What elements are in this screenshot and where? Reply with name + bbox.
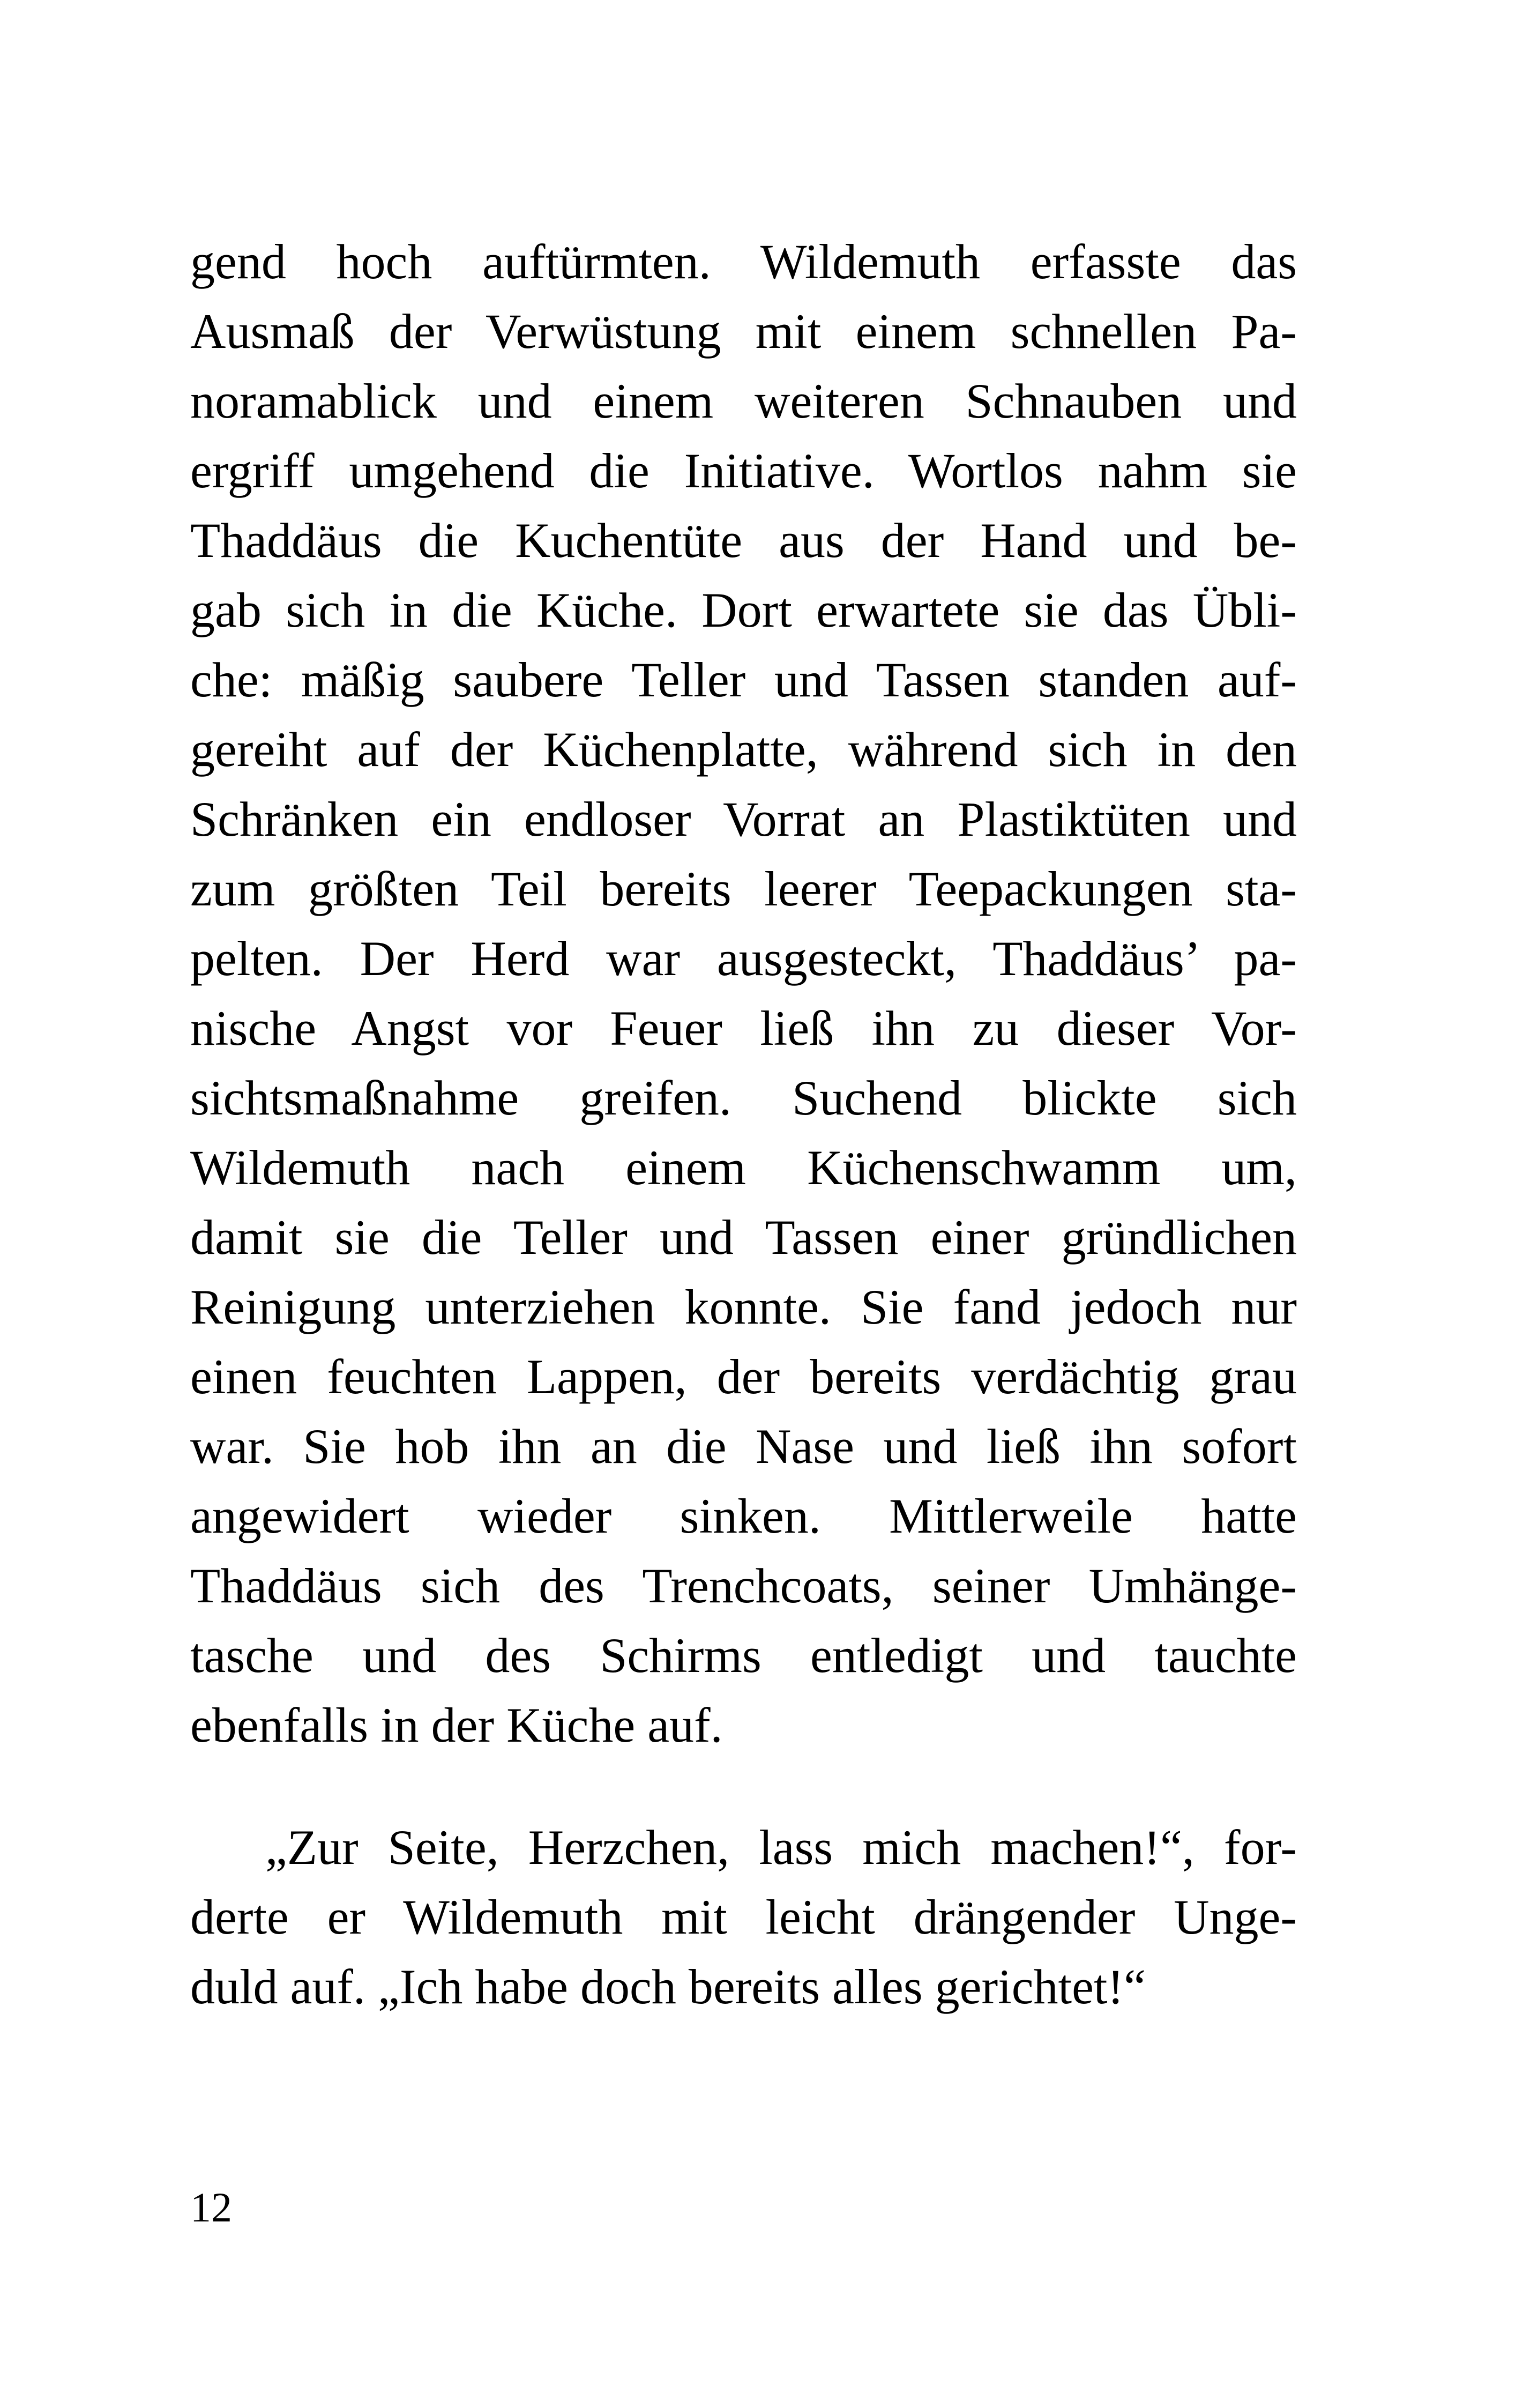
- text-line: angewidert wieder sinken. Mittlerweile hatte: [190, 1489, 1297, 1543]
- text-line: derte er Wildemuth mit leicht drängender Unge-: [190, 1890, 1297, 1944]
- text-line: ergriff umgehend die Initiative. Wortlos nahm sie: [190, 443, 1297, 498]
- text-line: damit sie die Teller und Tassen einer gründlichen: [190, 1210, 1297, 1265]
- text-line: pelten. Der Herd war ausgesteckt, Thaddäus’ pa-: [190, 931, 1297, 986]
- text-line: gereiht auf der Küchenplatte, während sich in den: [190, 722, 1297, 777]
- text-line: Thaddäus die Kuchentüte aus der Hand und be-: [190, 513, 1297, 568]
- text-line: nische Angst vor Feuer ließ ihn zu dieser Vor-: [190, 1001, 1297, 1056]
- text-line: Reinigung unterziehen konnte. Sie fand jedoch nur: [190, 1280, 1297, 1334]
- paragraph-1: [190, 227, 1297, 1760]
- text-line: Schränken ein endloser Vorrat an Plastiktüten und: [190, 792, 1297, 846]
- text-line: Ausmaß der Verwüstung mit einem schnellen Pa-: [190, 304, 1297, 359]
- text-line: sichtsmaßnahme greifen. Suchend blickte sich: [190, 1071, 1297, 1125]
- text-line: Thaddäus sich des Trenchcoats, seiner Umhänge-: [190, 1558, 1297, 1613]
- text-line: tasche und des Schirms entledigt und tauchte: [190, 1628, 1297, 1683]
- text-line: gab sich in die Küche. Dort erwartete sie das Übli-: [190, 583, 1297, 637]
- text-line: noramablick und einem weiteren Schnauben und: [190, 374, 1297, 428]
- text-line: ebenfalls in der Küche auf.: [190, 1698, 723, 1752]
- text-line: Wildemuth nach einem Küchenschwamm um,: [190, 1140, 1297, 1195]
- text-line: gend hoch auftürmten. Wildemuth erfasste das: [190, 234, 1297, 289]
- text-line: duld auf. „Ich habe doch bereits alles gerichtet!“: [190, 1959, 1146, 2014]
- body-text: [190, 227, 1297, 2021]
- text-line: che: mäßig saubere Teller und Tassen standen auf-: [190, 652, 1297, 707]
- text-line: war. Sie hob ihn an die Nase und ließ ihn sofort: [190, 1419, 1297, 1474]
- page-number: 12: [190, 2184, 232, 2231]
- text-line: „Zur Seite, Herzchen, lass mich machen!“, for-: [265, 1820, 1297, 1875]
- paragraph-2: [190, 1812, 1297, 2021]
- text-line: zum größten Teil bereits leerer Teepackungen sta-: [190, 861, 1297, 916]
- text-line: einen feuchten Lappen, der bereits verdächtig grau: [190, 1349, 1297, 1404]
